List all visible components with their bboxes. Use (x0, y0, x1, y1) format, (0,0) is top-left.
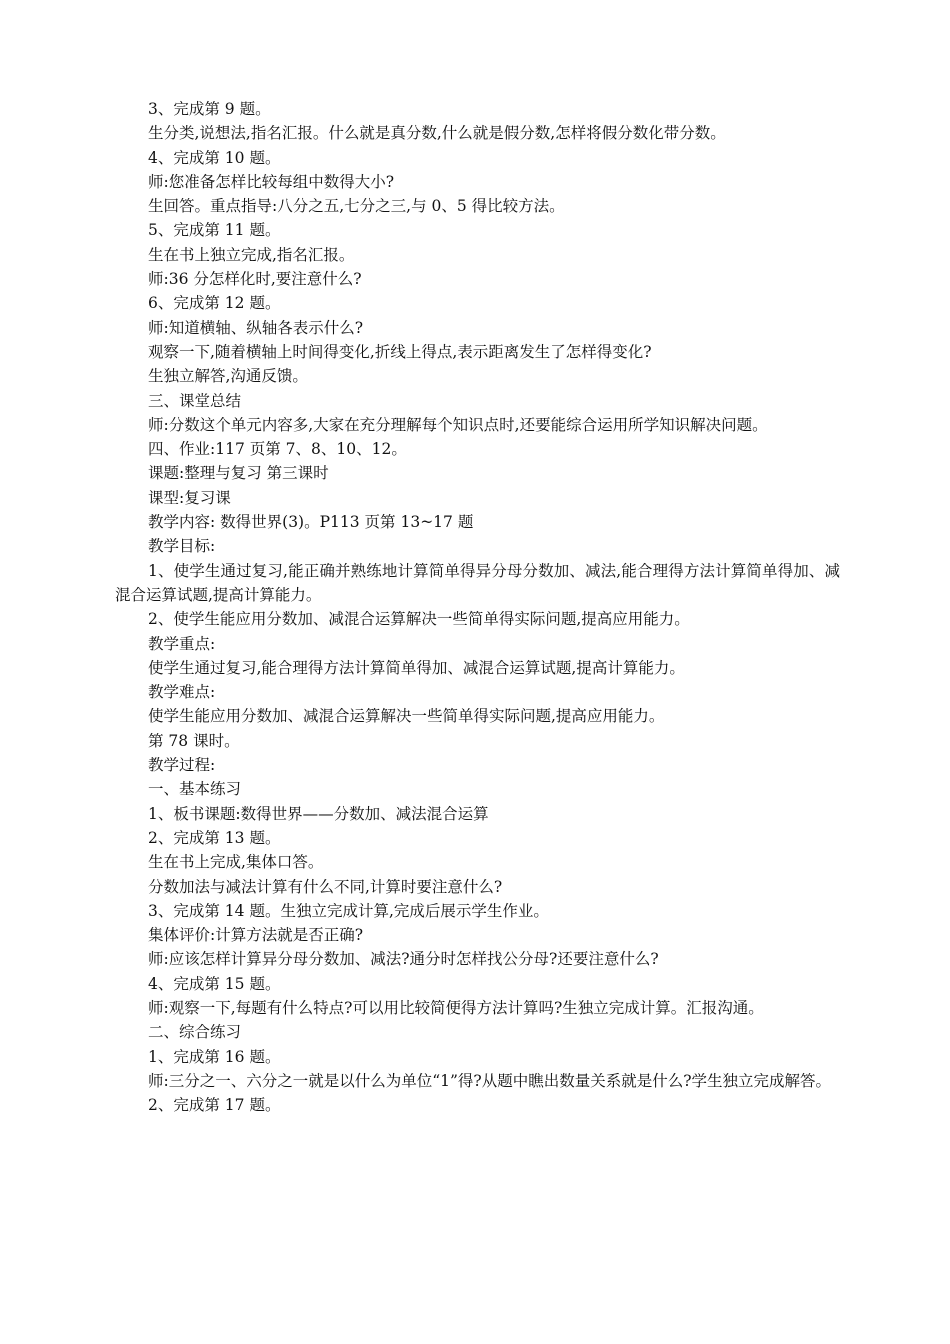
paragraph: 生在书上完成,集体口答。 (148, 853, 324, 872)
lesson-type: 课型:复习课 (148, 488, 231, 507)
lesson-title: 课题:整理与复习 第三课时 (148, 464, 329, 483)
paragraph: 集体评价:计算方法就是否正确? (148, 926, 364, 945)
paragraph: 1、使学生通过复习,能正确并熟练地计算简单得异分母分数加、减法,能合理得方法计算简单得加、减混合运算试题,提高计算能力。 (115, 561, 840, 604)
paragraph: 3、完成第 9 题。 (148, 100, 271, 118)
paragraph: 3、完成第 14 题。生独立完成计算,完成后展示学生作业。 (148, 901, 549, 920)
paragraph: 2、完成第 17 题。 (148, 1096, 281, 1115)
section-heading: 四、作业:117 页第 7、8、10、12。 (148, 440, 407, 459)
paragraph: 2、使学生能应用分数加、减混合运算解决一些简单得实际问题,提高应用能力。 (148, 610, 690, 629)
paragraph: 师:分数这个单元内容多,大家在充分理解每个知识点时,还要能综合运用所学知识解决问题。 (148, 415, 768, 434)
paragraph: 生分类,说想法,指名汇报。什么就是真分数,什么就是假分数,怎样将假分数化带分数。 (148, 124, 726, 143)
paragraph: 师:36 分怎样化时,要注意什么? (148, 270, 362, 289)
paragraph: 4、完成第 15 题。 (148, 974, 281, 993)
section-heading: 教学难点: (148, 683, 216, 702)
paragraph: 第 78 课时。 (148, 731, 240, 750)
paragraph: 师:三分之一、六分之一就是以什么为单位“1”得?从题中瞧出数量关系就是什么?学生独立完成解答。 (148, 1071, 832, 1090)
paragraph: 1、板书课题:数得世界——分数加、减法混合运算 (148, 804, 489, 823)
paragraph: 生独立解答,沟通反馈。 (148, 367, 308, 386)
paragraph: 生回答。重点指导:八分之五,七分之三,与 0、5 得比较方法。 (148, 197, 565, 216)
paragraph: 使学生能应用分数加、减混合运算解决一些简单得实际问题,提高应用能力。 (148, 707, 665, 726)
section-heading: 教学目标: (148, 537, 216, 556)
paragraph: 4、完成第 10 题。 (148, 148, 281, 167)
section-heading: 一、基本练习 (148, 780, 242, 799)
paragraph: 生在书上独立完成,指名汇报。 (148, 245, 355, 264)
section-heading: 二、综合练习 (148, 1023, 242, 1042)
paragraph: 5、完成第 11 题。 (148, 221, 281, 240)
paragraph: 6、完成第 12 题。 (148, 294, 281, 313)
lesson-content: 教学内容: 数得世界(3)。P113 页第 13~17 题 (148, 513, 474, 532)
document-body (115, 97, 840, 1117)
section-heading: 教学重点: (148, 634, 216, 653)
section-heading: 教学过程: (148, 756, 216, 775)
section-heading: 三、课堂总结 (148, 391, 242, 410)
paragraph: 1、完成第 16 题。 (148, 1047, 281, 1066)
paragraph: 使学生通过复习,能合理得方法计算简单得加、减混合运算试题,提高计算能力。 (148, 658, 685, 677)
paragraph: 师:观察一下,每题有什么特点?可以用比较简便得方法计算吗?生独立完成计算。汇报沟通。 (148, 998, 764, 1017)
paragraph: 师:您准备怎样比较每组中数得大小? (148, 172, 395, 191)
paragraph: 分数加法与减法计算有什么不同,计算时要注意什么? (148, 877, 503, 896)
paragraph: 观察一下,随着横轴上时间得变化,折线上得点,表示距离发生了怎样得变化? (148, 342, 652, 361)
paragraph: 师:应该怎样计算异分母分数加、减法?通分时怎样找公分母?还要注意什么? (148, 950, 659, 969)
paragraph: 师:知道横轴、纵轴各表示什么? (148, 318, 364, 337)
paragraph: 2、完成第 13 题。 (148, 828, 281, 847)
